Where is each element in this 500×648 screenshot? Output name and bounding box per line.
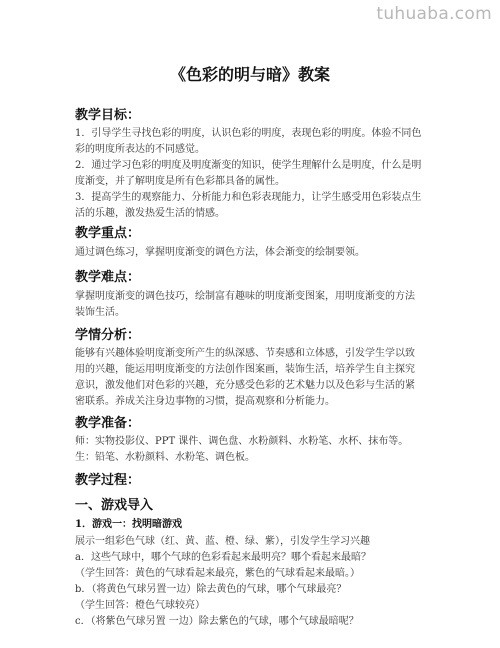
analysis-line: 能够有兴趣体验明度渐变所产生的纵深感、节奏感和立体感，引发学生学以致 — [75, 348, 415, 359]
goals-line: 2．通过学习色彩的明度及明度渐变的知识，使学生理解什么是明度，什么是明 — [75, 160, 422, 171]
goals-line: 3．提高学生的观察能力、分析能力和色彩表现能力，让学生感受用色彩装点生 — [75, 192, 422, 203]
analysis-line: 密联系。养成关注身边事物的习惯，提高观察和分析能力。 — [75, 396, 335, 407]
goals-line: 1．引导学生寻找色彩的明度，认识色彩的明度，表现色彩的明度。体验不同色 — [75, 128, 422, 139]
difficulty-line: 装饰生活。 — [75, 307, 125, 318]
goals-line: 彩的明度所表达的不同感觉。 — [75, 144, 205, 155]
difficulty-heading: 教学难点： — [75, 270, 141, 285]
part1-subheading: 1．游戏一：找明暗游戏 — [75, 519, 182, 530]
process-heading: 教学过程： — [75, 473, 141, 488]
watermark-text: tuhuaba.com — [376, 4, 492, 24]
goals-paragraph — [75, 126, 440, 222]
part1-heading: 一、游戏导入 — [75, 498, 154, 513]
goals-line: 活的乐趣，激发热爱生活的情感。 — [75, 208, 225, 219]
part1-line: （学生回答：黄色的气球看起来最亮，紫色的气球看起来最暗。） — [75, 568, 360, 579]
goals-heading: 教学目标： — [75, 108, 141, 123]
part1-line: 展示一组彩色气球（红、黄、蓝、橙、绿、紫），引发学生学习兴趣 — [75, 536, 370, 547]
part1-line: a．这些气球中，哪个气球的色彩看起来最明亮？哪个看起来最暗？ — [75, 552, 371, 563]
difficulty-paragraph — [75, 289, 440, 321]
part1-line: （学生回答：橙色气球较亮） — [75, 600, 205, 611]
prep-line: 师：实物投影仪、PPT 课件、调色盘、水粉颜料、水粉笔、水杯、抹布等。 — [75, 436, 409, 447]
analysis-line: 意识，激发他们对色彩的兴趣，充分感受色彩的艺术魅力以及色彩与生活的紧 — [75, 380, 415, 391]
part1-line: b．（将黄色气球另置一边）除去黄色的气球，哪个气球最亮？ — [75, 584, 347, 595]
key-paragraph — [75, 245, 440, 261]
difficulty-line: 掌握明度渐变的调色技巧，绘制富有趣味的明度渐变图案，用明度渐变的方法 — [75, 291, 415, 302]
analysis-heading: 学情分析： — [75, 328, 141, 343]
analysis-paragraph — [75, 346, 440, 410]
key-heading: 教学重点： — [75, 226, 141, 241]
prep-heading: 教学准备： — [75, 416, 141, 431]
prep-line: 生：铅笔、水粉颜料、水粉笔、调色板。 — [75, 452, 255, 463]
prep-paragraph — [75, 434, 440, 466]
key-line: 通过调色练习，掌握明度渐变的调色方法，体会渐变的绘制要领。 — [75, 247, 365, 258]
document-title: 《色彩的明与暗》教案 — [169, 65, 330, 84]
goals-line: 度渐变，并了解明度是所有色彩都具备的属性。 — [75, 176, 285, 187]
part1-line: c．（将紫色气球另置 一边）除去紫色的气球，哪个气球最暗呢？ — [75, 616, 359, 627]
analysis-line: 用的兴趣，能运用明度渐变的方法创作图案画，装饰生活，培养学生自主探究 — [75, 364, 415, 375]
part1-paragraph — [75, 534, 440, 630]
